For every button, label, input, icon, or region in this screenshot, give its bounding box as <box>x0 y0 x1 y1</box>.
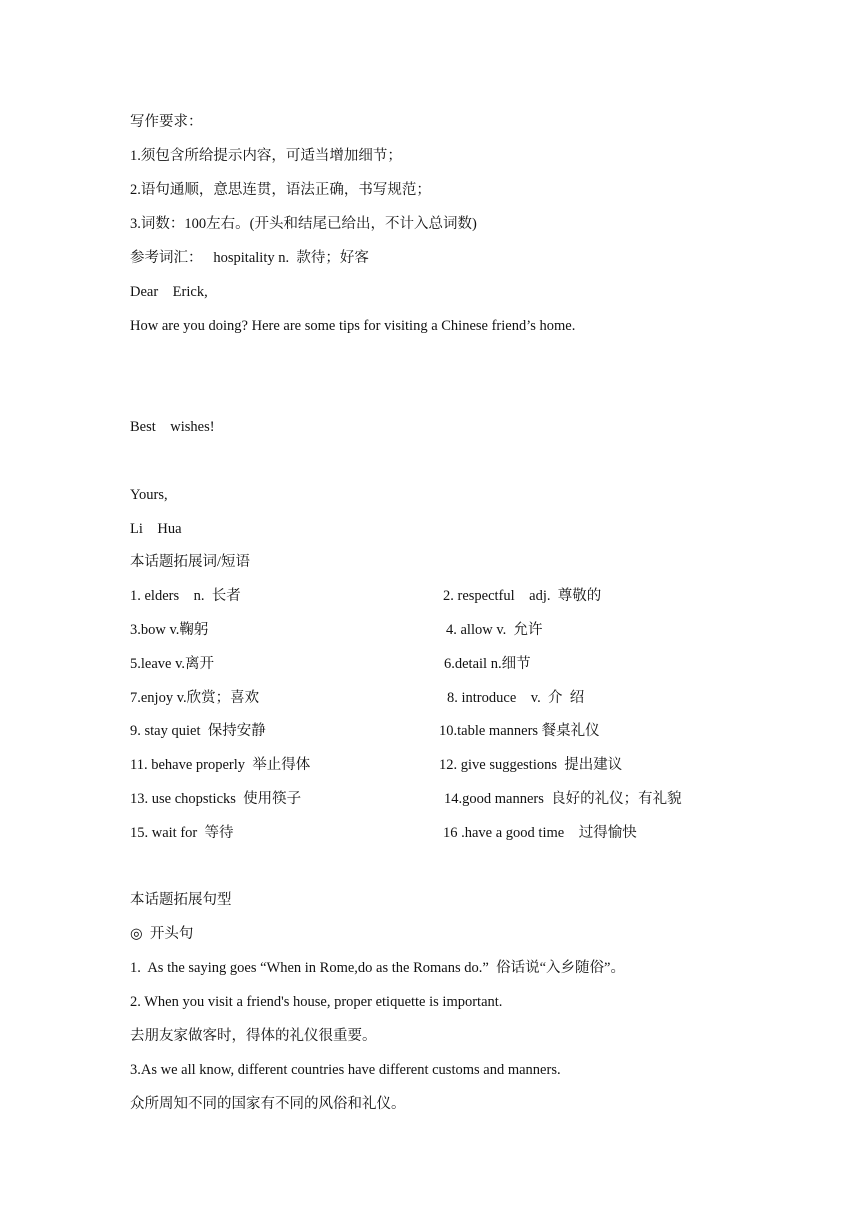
vocab-item: 2. respectful adj. 尊敬的 <box>443 588 602 604</box>
vocab-row <box>130 756 730 774</box>
vocab-item: 8. introduce v. 介 绍 <box>447 690 585 706</box>
vocab-item: 11. behave properly 举止得体 <box>130 757 311 773</box>
letter-salutation: Dear Erick, <box>130 284 208 300</box>
vocab-heading: 本话题拓展词/短语 <box>130 554 251 570</box>
vocab-row <box>130 722 730 740</box>
vocab-row <box>130 587 730 605</box>
vocab-item: 1. elders n. 长者 <box>130 588 241 604</box>
vocab-item: 14.good manners 良好的礼仪；有礼貌 <box>444 791 682 807</box>
vocab-row <box>130 621 730 639</box>
reference-vocab: 参考词汇： hospitality n. 款待；好客 <box>130 250 369 266</box>
letter-name: Li Hua <box>130 521 182 537</box>
vocab-item: 5.leave v.离开 <box>130 656 215 672</box>
sentence-heading: 本话题拓展句型 <box>130 892 232 908</box>
vocab-item: 12. give suggestions 提出建议 <box>439 757 623 773</box>
sentence-line: 3.As we all know, different countries have different customs and manners. <box>130 1062 561 1078</box>
letter-sign-off: Yours, <box>130 487 168 503</box>
vocab-item: 10.table manners 餐桌礼仪 <box>439 723 600 739</box>
sentence-line: 去朋友家做客时，得体的礼仪很重要。 <box>130 1028 377 1044</box>
vocab-row <box>130 824 730 842</box>
requirement-item-3: 3.词数：100左右。(开头和结尾已给出，不计入总词数) <box>130 216 477 232</box>
requirements-heading: 写作要求： <box>130 114 203 130</box>
requirement-item-1: 1.须包含所给提示内容，可适当增加细节； <box>130 148 402 164</box>
vocab-item: 6.detail n.细节 <box>444 656 531 672</box>
vocab-item: 15. wait for 等待 <box>130 825 234 841</box>
vocab-item: 4. allow v. 允许 <box>446 622 543 638</box>
vocab-item: 9. stay quiet 保持安静 <box>130 723 266 739</box>
sentence-line: 2. When you visit a friend's house, proper etiquette is important. <box>130 994 503 1010</box>
letter-opening: How are you doing? Here are some tips for visiting a Chinese friend’s home. <box>130 318 576 334</box>
letter-closing: Best wishes! <box>130 419 215 435</box>
sentence-line: 众所周知不同的国家有不同的风俗和礼仪。 <box>130 1096 406 1112</box>
vocab-row <box>130 790 730 808</box>
vocab-row <box>130 689 730 707</box>
vocab-item: 3.bow v.鞠躬 <box>130 622 209 638</box>
vocab-item: 7.enjoy v.欣赏；喜欢 <box>130 690 260 706</box>
vocab-item: 13. use chopsticks 使用筷子 <box>130 791 302 807</box>
requirement-item-2: 2.语句通顺，意思连贯，语法正确，书写规范； <box>130 182 431 198</box>
vocab-item: 16 .have a good time 过得愉快 <box>443 825 637 841</box>
sentence-line: 1. As the saying goes “When in Rome,do as the Romans do.” 俗话说“入乡随俗”。 <box>130 960 625 976</box>
vocab-row <box>130 655 730 673</box>
sentence-subheading: ◎ 开头句 <box>130 926 194 942</box>
